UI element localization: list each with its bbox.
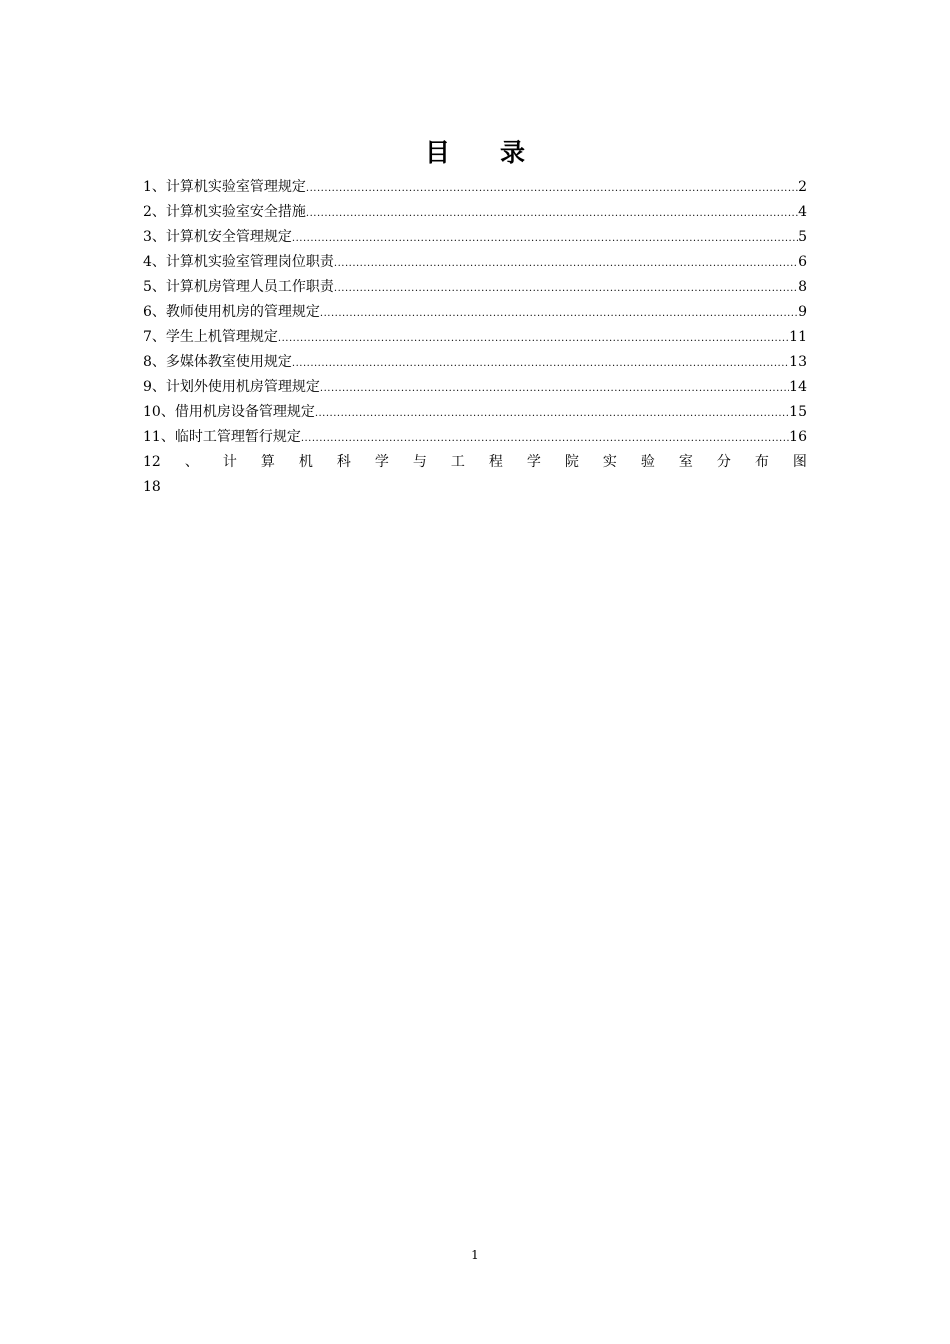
toc-entry[interactable] [143,300,807,325]
toc-entry-page: 14 [789,379,807,395]
label-part: 科 [336,454,351,470]
dot-leader [334,251,798,276]
toc-entry-page: 8 [798,279,807,295]
toc-entry-label: 9、计划外使用机房管理规定 [143,379,320,395]
dot-leader [301,426,789,451]
toc-entry[interactable] [143,325,807,350]
dot-leader [278,326,789,351]
label-part: 布 [754,454,769,470]
toc-entry-label: 3、计算机安全管理规定 [143,229,292,245]
dot-leader [292,351,789,376]
toc-entry-page: 6 [798,254,807,270]
toc-title-char-2: 录 [500,138,526,167]
toc-entry-last[interactable] [143,450,807,500]
label-part: 、 [184,454,199,470]
dot-leader [306,176,798,201]
toc-entry[interactable] [143,200,807,225]
toc-entry-page: 13 [789,354,807,370]
toc-list [143,175,807,500]
toc-entry-page: 16 [789,429,807,445]
dot-leader [306,201,798,226]
toc-title [0,133,950,169]
toc-entry-label: 8、多媒体教室使用规定 [143,354,292,370]
toc-entry[interactable] [143,225,807,250]
toc-entry[interactable] [143,275,807,300]
toc-entry-page: 11 [789,329,807,345]
toc-entry[interactable] [143,250,807,275]
toc-entry-page: 2 [798,179,807,195]
toc-entry-label: 1、计算机实验室管理规定 [143,179,306,195]
label-part: 图 [792,454,807,470]
toc-entry[interactable] [143,350,807,375]
toc-entry[interactable] [143,425,807,450]
toc-entry-page: 4 [798,204,807,220]
label-part: 工 [450,454,465,470]
toc-entry-label: 5、计算机房管理人员工作职责 [143,279,334,295]
dot-leader [315,401,789,426]
dot-leader [334,276,798,301]
toc-entry-label: 11、临时工管理暂行规定 [143,429,301,445]
label-part: 验 [640,454,655,470]
toc-entry-page: 5 [798,229,807,245]
toc-entry-last-label [143,450,807,475]
label-part: 分 [716,454,731,470]
toc-entry[interactable] [143,175,807,200]
label-part: 学 [526,454,541,470]
toc-entry-label: 4、计算机实验室管理岗位职责 [143,254,334,270]
toc-entry-label: 2、计算机实验室安全措施 [143,204,306,220]
footer-page-number: 1 [471,1248,479,1262]
label-part: 程 [488,454,503,470]
label-part: 学 [374,454,389,470]
label-part: 机 [298,454,313,470]
label-part: 12 [143,454,161,470]
label-part: 计 [222,454,237,470]
toc-entry-page: 9 [798,304,807,320]
toc-title-char-1: 目 [424,138,450,167]
toc-entry-page: 15 [789,404,807,420]
dot-leader [292,226,798,251]
label-part: 算 [260,454,275,470]
toc-entry-label: 6、教师使用机房的管理规定 [143,304,320,320]
toc-entry-last-page: 18 [143,479,161,495]
label-part: 院 [564,454,579,470]
label-part: 与 [412,454,427,470]
toc-entry[interactable] [143,400,807,425]
toc-entry[interactable] [143,375,807,400]
dot-leader [320,376,789,401]
toc-entry-label: 7、学生上机管理规定 [143,329,278,345]
toc-entry-label: 10、借用机房设备管理规定 [143,404,315,420]
label-part: 室 [678,454,693,470]
dot-leader [320,301,798,326]
label-part: 实 [602,454,617,470]
